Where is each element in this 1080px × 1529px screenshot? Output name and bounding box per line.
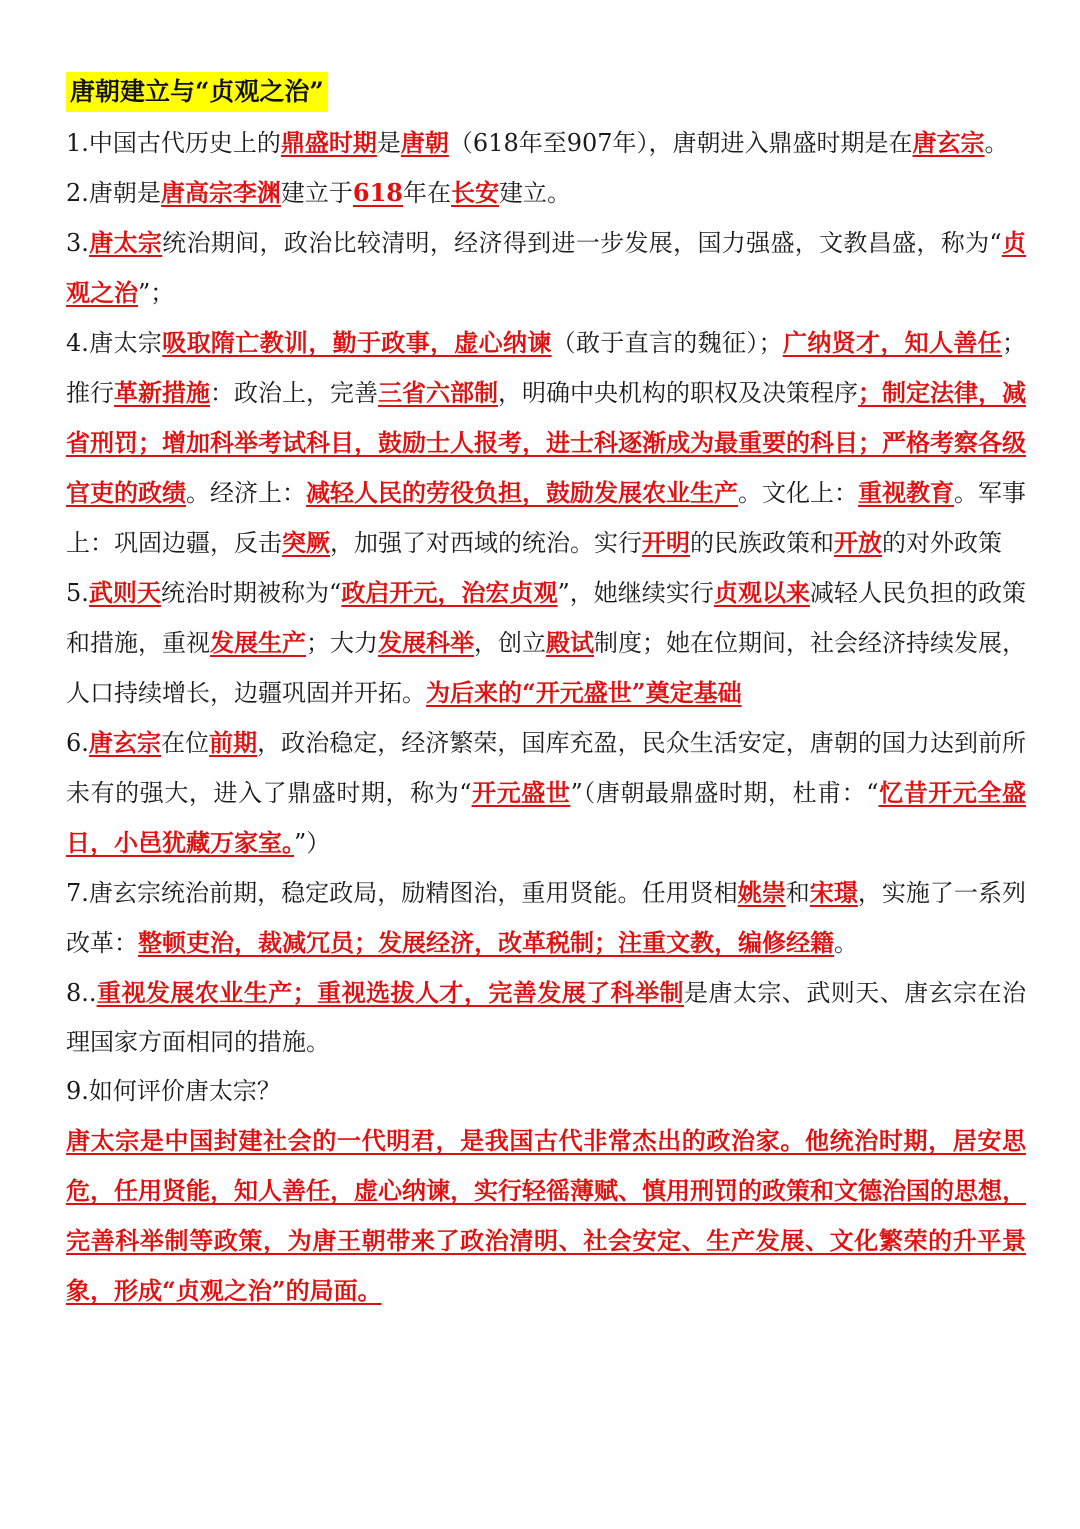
key-point-text: 重视发展农业生产；重视选拔人才，完善发展了科举制	[96, 978, 685, 1007]
key-point-text: 贞观之治	[66, 228, 1027, 307]
key-point-text: 三省六部制	[378, 378, 498, 407]
body-text: ”）	[294, 829, 331, 857]
key-point-text: 开明	[642, 528, 690, 557]
key-point-text: 开元盛世	[471, 778, 571, 807]
body-text: 年在	[403, 179, 452, 207]
key-point-text: 广纳贤才，知人善任	[782, 328, 1003, 357]
key-point-text: 政启开元，治宏贞观	[341, 578, 558, 607]
body-text: 统治期间，政治比较清明，经济得到进一步发展，国力强盛，文教昌盛，称为“	[162, 229, 1002, 257]
key-point-text: 唐玄宗	[912, 128, 985, 157]
body-text: 。军事上：巩固边疆，反击	[66, 479, 1026, 557]
document-page	[66, 72, 1026, 1316]
body-text: ，明确中央机构的职权及决策程序	[498, 379, 858, 407]
body-text: ，政治稳定，经济繁荣，国库充盈，民众生活安定，唐朝的国力达到前所未有的强大，进入了鼎盛时期，称为“	[66, 729, 1027, 807]
body-text: ，创立	[474, 629, 546, 657]
key-point-text: 忆昔开元全盛日，小邑犹藏万家室。	[66, 778, 1027, 857]
key-point-text: 长安	[451, 178, 500, 207]
paragraph-p9	[66, 1067, 1026, 1116]
key-point-text: 重视教育	[858, 478, 954, 507]
paragraph-p7	[66, 868, 1026, 968]
body-text: 2.唐朝是	[66, 179, 161, 207]
key-point-text: 发展科举	[378, 628, 474, 657]
key-point-text: 唐朝	[400, 128, 449, 157]
body-text: ；推行	[66, 329, 1027, 407]
body-text: 建立于	[280, 179, 353, 207]
key-point-text: 姚崇	[737, 878, 786, 907]
body-text: 是	[376, 129, 401, 157]
body-text: （618年至907年），唐朝进入鼎盛时期是在	[448, 129, 913, 157]
key-point-text: 减轻人民的劳役负担，鼓励发展农业生产	[306, 478, 738, 507]
body-text: 和	[785, 879, 810, 907]
key-point-text: 发展生产	[210, 628, 306, 657]
body-text: 的对外政策	[882, 529, 1002, 557]
body-text: 。经济上：	[186, 479, 306, 507]
paragraph-p6	[66, 718, 1026, 868]
body-text: 4.唐太宗	[66, 329, 163, 357]
paragraph-p3	[66, 218, 1026, 318]
body-text: ，实施了一系列改革：	[66, 879, 1027, 957]
body-text: ；大力	[306, 629, 378, 657]
body-text: 6.	[66, 729, 89, 757]
body-text: 8..	[66, 979, 97, 1007]
body-text: 。	[984, 129, 1009, 157]
paragraph-list	[66, 118, 1026, 1116]
key-point-text: 贞观以来	[713, 578, 810, 607]
body-text: 。文化上：	[738, 479, 858, 507]
key-point-text: 宋璟	[809, 878, 858, 907]
paragraph-p8	[66, 968, 1026, 1067]
body-text: 制度；她在位期间，社会经济持续发展，人口持续增长，边疆巩固并开拓。	[66, 629, 1026, 707]
body-text: ，加强了对西域的统治。实行	[330, 529, 642, 557]
body-text: 5.	[66, 579, 89, 607]
key-point-text: 武则天	[88, 578, 161, 607]
body-text: 建立。	[499, 179, 572, 207]
key-point-text: 整顿吏治，裁减冗员；发展经济，改革税制；注重文教，编修经籍	[138, 928, 834, 957]
body-text: 。	[834, 929, 858, 957]
body-text: （敢于直言的魏征）；	[551, 329, 783, 357]
body-text: 3.	[66, 229, 89, 257]
body-text: 7.唐玄宗统治前期，稳定政局，励精图治，重用贤能。任用贤相	[66, 879, 738, 907]
body-text: 1.中国古代历史上的	[66, 129, 281, 157]
body-text: 统治时期被称为“	[160, 579, 342, 607]
paragraph-p4	[66, 318, 1026, 568]
key-point-text: 吸取隋亡教训，勤于政事，虚心纳谏	[162, 328, 552, 357]
key-point-text: 唐高宗李渊	[160, 178, 281, 207]
section-title: 唐朝建立与“贞观之治”	[66, 72, 328, 112]
key-point-text: 618	[352, 178, 404, 207]
body-text: ：政治上，完善	[210, 379, 378, 407]
key-point-text: 前期	[209, 728, 258, 757]
body-text: ”（唐朝最鼎盛时期，杜甫：“	[570, 779, 879, 807]
body-text: 在位	[161, 729, 210, 757]
key-point-text: ；制定法律，减省刑罚；增加科举考试科目，鼓励士人报考，进士科逐渐成为最重要的科目；严格考察各级官吏的政绩	[66, 378, 1026, 507]
body-text: ”；	[138, 279, 175, 307]
key-point-text: 殿试	[546, 628, 594, 657]
paragraph-p1	[66, 118, 1026, 168]
body-text: ”，她继续实行	[557, 579, 714, 607]
key-point-text: 为后来的“开元盛世”奠定基础	[426, 678, 742, 707]
body-text: 减轻人民负担的政策和措施，重视	[66, 579, 1027, 657]
evaluation-text: 唐太宗是中国封建社会的一代明君，是我国古代非常杰出的政治家。他统治时期，居安思危，任用贤能，知人善任，虚心纳谏，实行轻徭薄赋、慎用刑罚的政策和文德治国的思想，完善科举制等政策，为唐王朝带来了政治清明、社会安定、生产发展、文化繁荣的升平景象，形成“贞观之治”的局面。	[66, 1126, 1026, 1305]
key-point-text: 革新措施	[114, 378, 210, 407]
key-point-text: 开放	[834, 528, 882, 557]
evaluation-answer	[66, 1116, 1026, 1316]
key-point-text: 唐玄宗	[88, 728, 162, 757]
paragraph-p2	[66, 168, 1026, 218]
body-text: 的民族政策和	[690, 529, 834, 557]
key-point-text: 鼎盛时期	[280, 128, 377, 157]
body-text: 是唐太宗、武则天、唐玄宗在治理国家方面相同的措施。	[66, 979, 1027, 1056]
body-text: 9.如何评价唐太宗？	[66, 1077, 281, 1105]
key-point-text: 突厥	[282, 528, 330, 557]
paragraph-p5	[66, 568, 1026, 718]
key-point-text: 唐太宗	[88, 228, 163, 257]
